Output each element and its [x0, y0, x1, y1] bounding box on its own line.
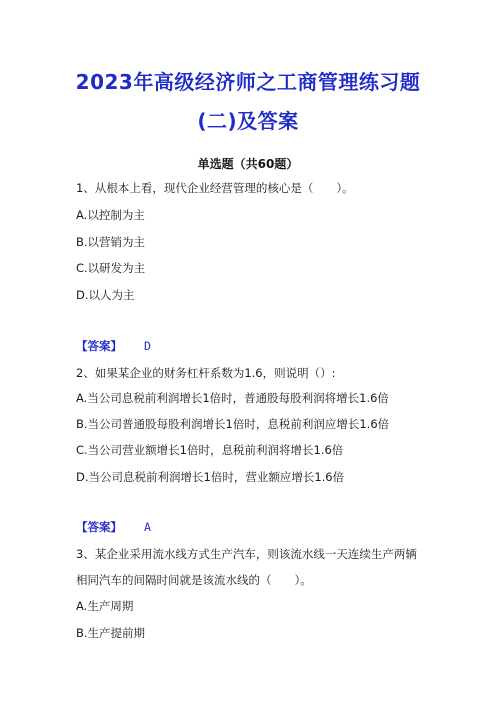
- document-title-line-1: 2023年高级经济师之工商管理练习题: [75, 70, 421, 94]
- question-3-stem-line-2: 相同汽车的间隔时间就是该流水线的（ ）。: [76, 573, 312, 587]
- question-2-option-c: C.当公司营业额增长1倍时，息税前利润将增长1.6倍: [76, 443, 344, 457]
- question-2-option-d: D.当公司息税前利润增长1倍时，营业额应增长1.6倍: [76, 470, 345, 484]
- answer-label: 【答案】: [76, 339, 122, 353]
- question-3-option-b: B.生产提前期: [76, 626, 146, 640]
- answer-label: 【答案】: [76, 520, 122, 534]
- question-3-stem-line-1: 3、某企业采用流水线方式生产汽车，则该流水线一天连续生产两辆: [76, 547, 417, 561]
- answer-value: D: [144, 339, 151, 353]
- question-2-stem: 2、如果某企业的财务杠杆系数为1.6，则说明（）:: [76, 366, 336, 380]
- question-2-answer: [76, 520, 151, 534]
- question-1-option-a: A.以控制为主: [76, 208, 145, 222]
- question-1-option-d: D.以人为主: [76, 288, 135, 302]
- answer-value: A: [144, 520, 151, 534]
- question-3-option-a: A.生产周期: [76, 599, 134, 613]
- question-1-answer: [76, 339, 151, 353]
- question-1-option-c: C.以研发为主: [76, 261, 146, 275]
- question-1-stem: 1、从根本上看，现代企业经营管理的核心是（ ）。: [76, 181, 354, 195]
- question-2-option-b: B.当公司普通股每股利润增长1倍时，息税前利润应增长1.6倍: [76, 417, 390, 431]
- question-1-option-b: B.以营销为主: [76, 235, 146, 249]
- section-heading: 单选题（共60题）: [197, 157, 299, 171]
- question-2-option-a: A.当公司息税前利润增长1倍时，普通股每股利润将增长1.6倍: [76, 391, 389, 405]
- document-title-line-2: (二)及答案: [197, 109, 299, 133]
